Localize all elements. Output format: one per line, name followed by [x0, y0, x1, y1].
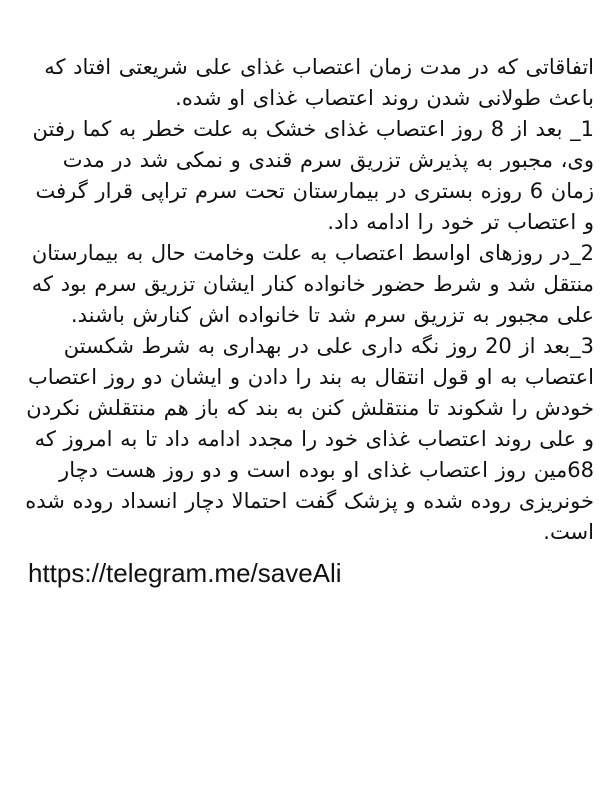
point-1-paragraph: 1_ بعد از 8 روز اعتصاب غذای خشک به علت خطر به کما رفتن وی، مجبور به پذیرش تزریق سرم قندی و نمکی شد در مدت زمان 6 روزه بستری در بیمارستان تحت سرم تراپی قرار گرفت و اعتصاب تر خود را ادامه داد.	[32, 117, 594, 234]
document-body	[22, 52, 594, 548]
point-3-paragraph: 3_بعد از 20 روز نگه داری علی در بهداری به شرط شکستن اعتصاب به او قول انتقال به بند را دادن و ایشان دو روز اعتصاب خودش را شکوند تا منتقلش کنن به بند که باز هم منتقلش نکردن و علی روند اعتصاب غذای خود را مجدد ادامه داد تا به امروز که 68مین روز اعتصاب غذای او بوده است و دو روز هست دچار خونریزی روده شده و پزشک گفت احتمالا دچار انسداد روده شده است.	[25, 334, 594, 544]
intro-paragraph: اتفاقاتی که در مدت زمان اعتصاب غذای علی شریعتی افتاد که باعث طولانی شدن روند اعتصاب غذای او شده.	[44, 55, 594, 110]
point-2-paragraph: 2_در روزهای اواسط اعتصاب به علت وخامت حال به بیمارستان منتقل شد و شرط حضور خانواده کنار ایشان تزریق سرم بود که علی مجبور به تزریق سرم شد تا خانواده اش کنارش باشند.	[31, 241, 594, 327]
telegram-link[interactable]: https://telegram.me/saveAli	[28, 558, 342, 588]
